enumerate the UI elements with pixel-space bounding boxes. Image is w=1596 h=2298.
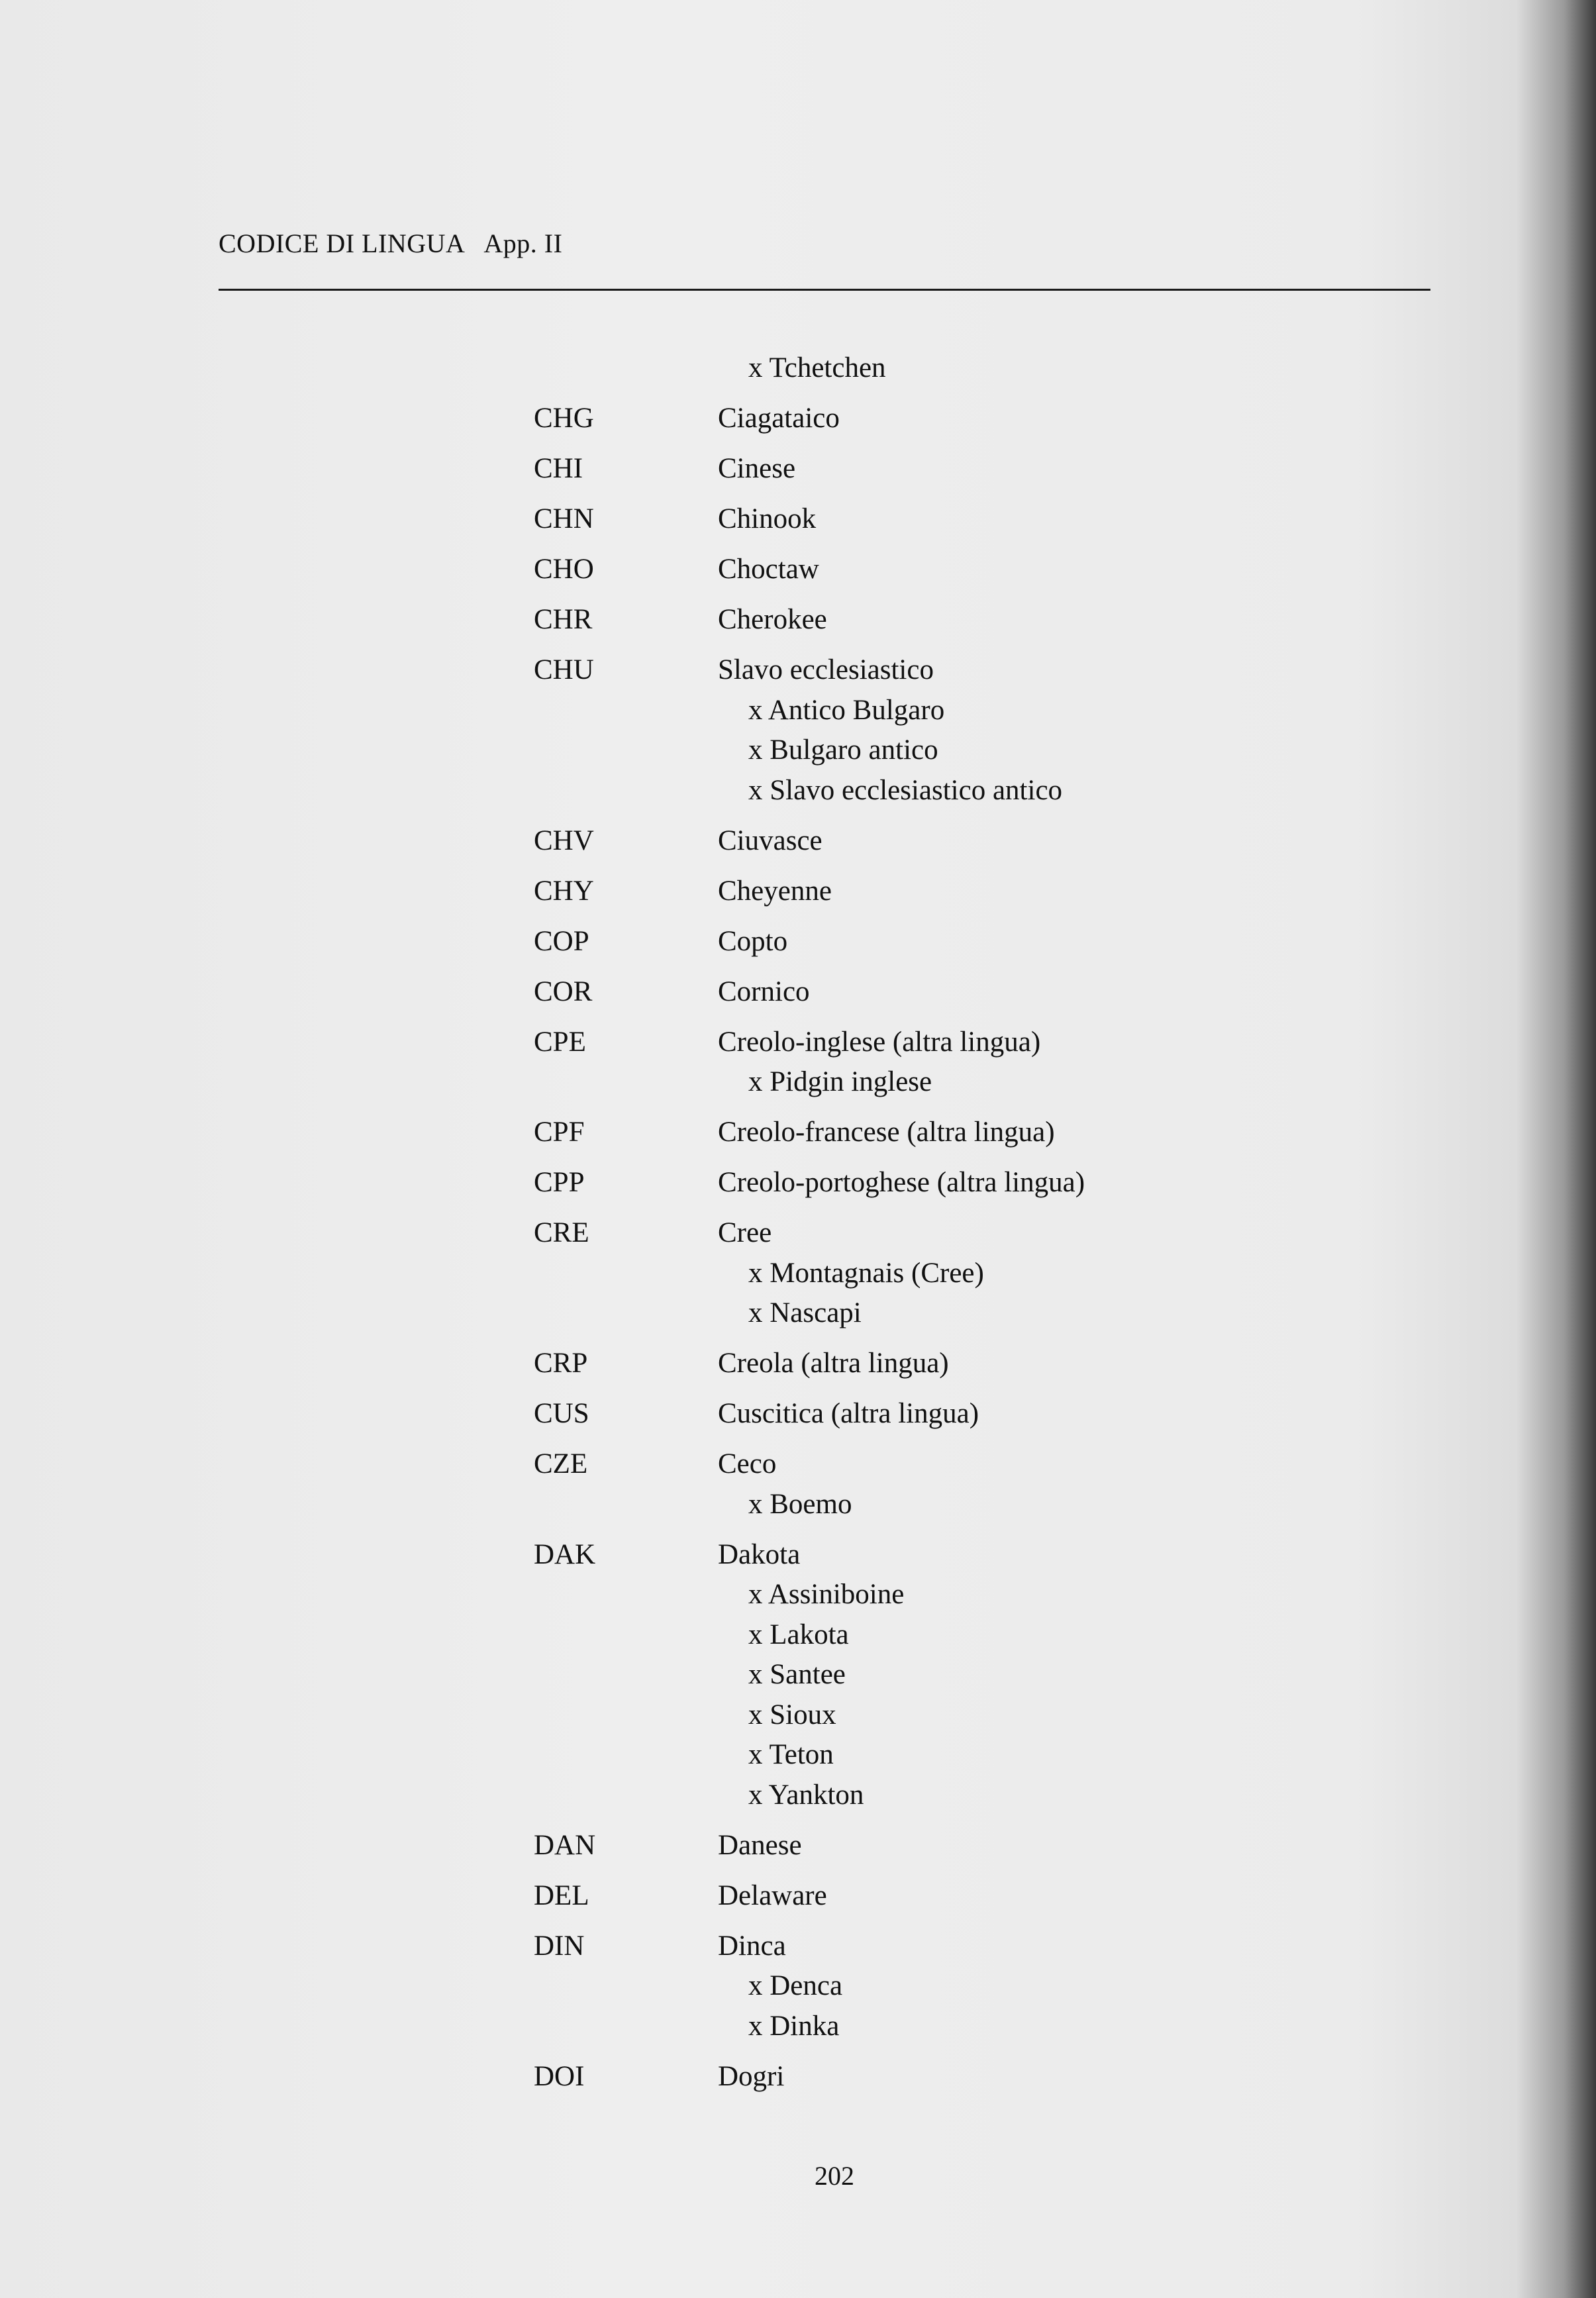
language-code: CPP (534, 1167, 585, 1198)
language-name: Creola (altra lingua) (718, 1348, 949, 1379)
language-code: CHY (534, 875, 594, 907)
language-variant: x Sioux (748, 1699, 836, 1730)
language-code: CUS (534, 1398, 589, 1429)
language-code: CHV (534, 824, 594, 856)
language-name: Cheyenne (718, 875, 832, 907)
language-variant: x Boemo (748, 1488, 852, 1520)
language-name: Cherokee (718, 604, 827, 635)
language-name: Cree (718, 1217, 772, 1248)
language-name: Delaware (718, 1879, 827, 1911)
language-code: CPF (534, 1117, 585, 1148)
language-variant: x Dinka (748, 2010, 840, 2042)
language-code: CHN (534, 503, 594, 534)
language-code: CRE (534, 1217, 589, 1248)
language-variant: x Teton (748, 1739, 834, 1770)
language-name: Creolo-francese (altra lingua) (718, 1117, 1055, 1148)
language-name: Cuscitica (altra lingua) (718, 1398, 979, 1429)
language-code: DAK (534, 1538, 596, 1570)
language-name: Ciagataico (718, 403, 840, 434)
language-name: Slavo ecclesiastico (718, 654, 934, 685)
language-code: CHR (534, 604, 593, 635)
language-code: DOI (534, 2060, 585, 2092)
language-name: Creolo-inglese (altra lingua) (718, 1026, 1041, 1058)
language-name: Chinook (718, 503, 817, 534)
language-variant: x Santee (748, 1659, 846, 1690)
language-variant: x Pidgin inglese (748, 1066, 932, 1097)
language-name: Ceco (718, 1448, 777, 1479)
running-head (219, 228, 562, 259)
language-code: CHG (534, 403, 594, 434)
running-head-title: CODICE DI LINGUA (219, 228, 466, 258)
language-variant: x Bulgaro antico (748, 734, 938, 766)
language-name: Choctaw (718, 554, 819, 585)
language-name: Dinca (718, 1930, 786, 1962)
language-variant: x Yankton (748, 1779, 864, 1811)
language-name: Copto (718, 925, 788, 957)
language-variant: x Montagnais (Cree) (748, 1257, 984, 1289)
language-code: CHI (534, 453, 583, 484)
language-code: DIN (534, 1930, 585, 1962)
language-variant: x Lakota (748, 1619, 849, 1650)
language-code: CZE (534, 1448, 588, 1479)
language-code: CRP (534, 1348, 588, 1379)
language-code: DAN (534, 1829, 596, 1861)
language-name: Cornico (718, 975, 810, 1007)
language-code: COP (534, 925, 589, 957)
language-code: DEL (534, 1879, 589, 1911)
language-name: Ciuvasce (718, 824, 823, 856)
language-variant: x Assiniboine (748, 1579, 905, 1610)
language-variant: x Slavo ecclesiastico antico (748, 774, 1063, 806)
language-variant: x Antico Bulgaro (748, 694, 945, 726)
language-code: CPE (534, 1026, 586, 1058)
page-number: 202 (815, 2161, 854, 2191)
language-variant: x Tchetchen (748, 352, 886, 383)
language-code: CHU (534, 654, 594, 685)
language-name: Creolo-portoghese (altra lingua) (718, 1167, 1085, 1198)
language-code: CHO (534, 554, 594, 585)
running-head-section: App. II (483, 228, 563, 258)
language-name: Cinese (718, 453, 796, 484)
language-variant: x Denca (748, 1970, 843, 2001)
language-name: Danese (718, 1829, 802, 1861)
language-name: Dakota (718, 1538, 801, 1570)
language-variant: x Nascapi (748, 1297, 862, 1328)
language-code: COR (534, 975, 593, 1007)
header-rule (219, 289, 1430, 291)
language-name: Dogri (718, 2060, 785, 2092)
